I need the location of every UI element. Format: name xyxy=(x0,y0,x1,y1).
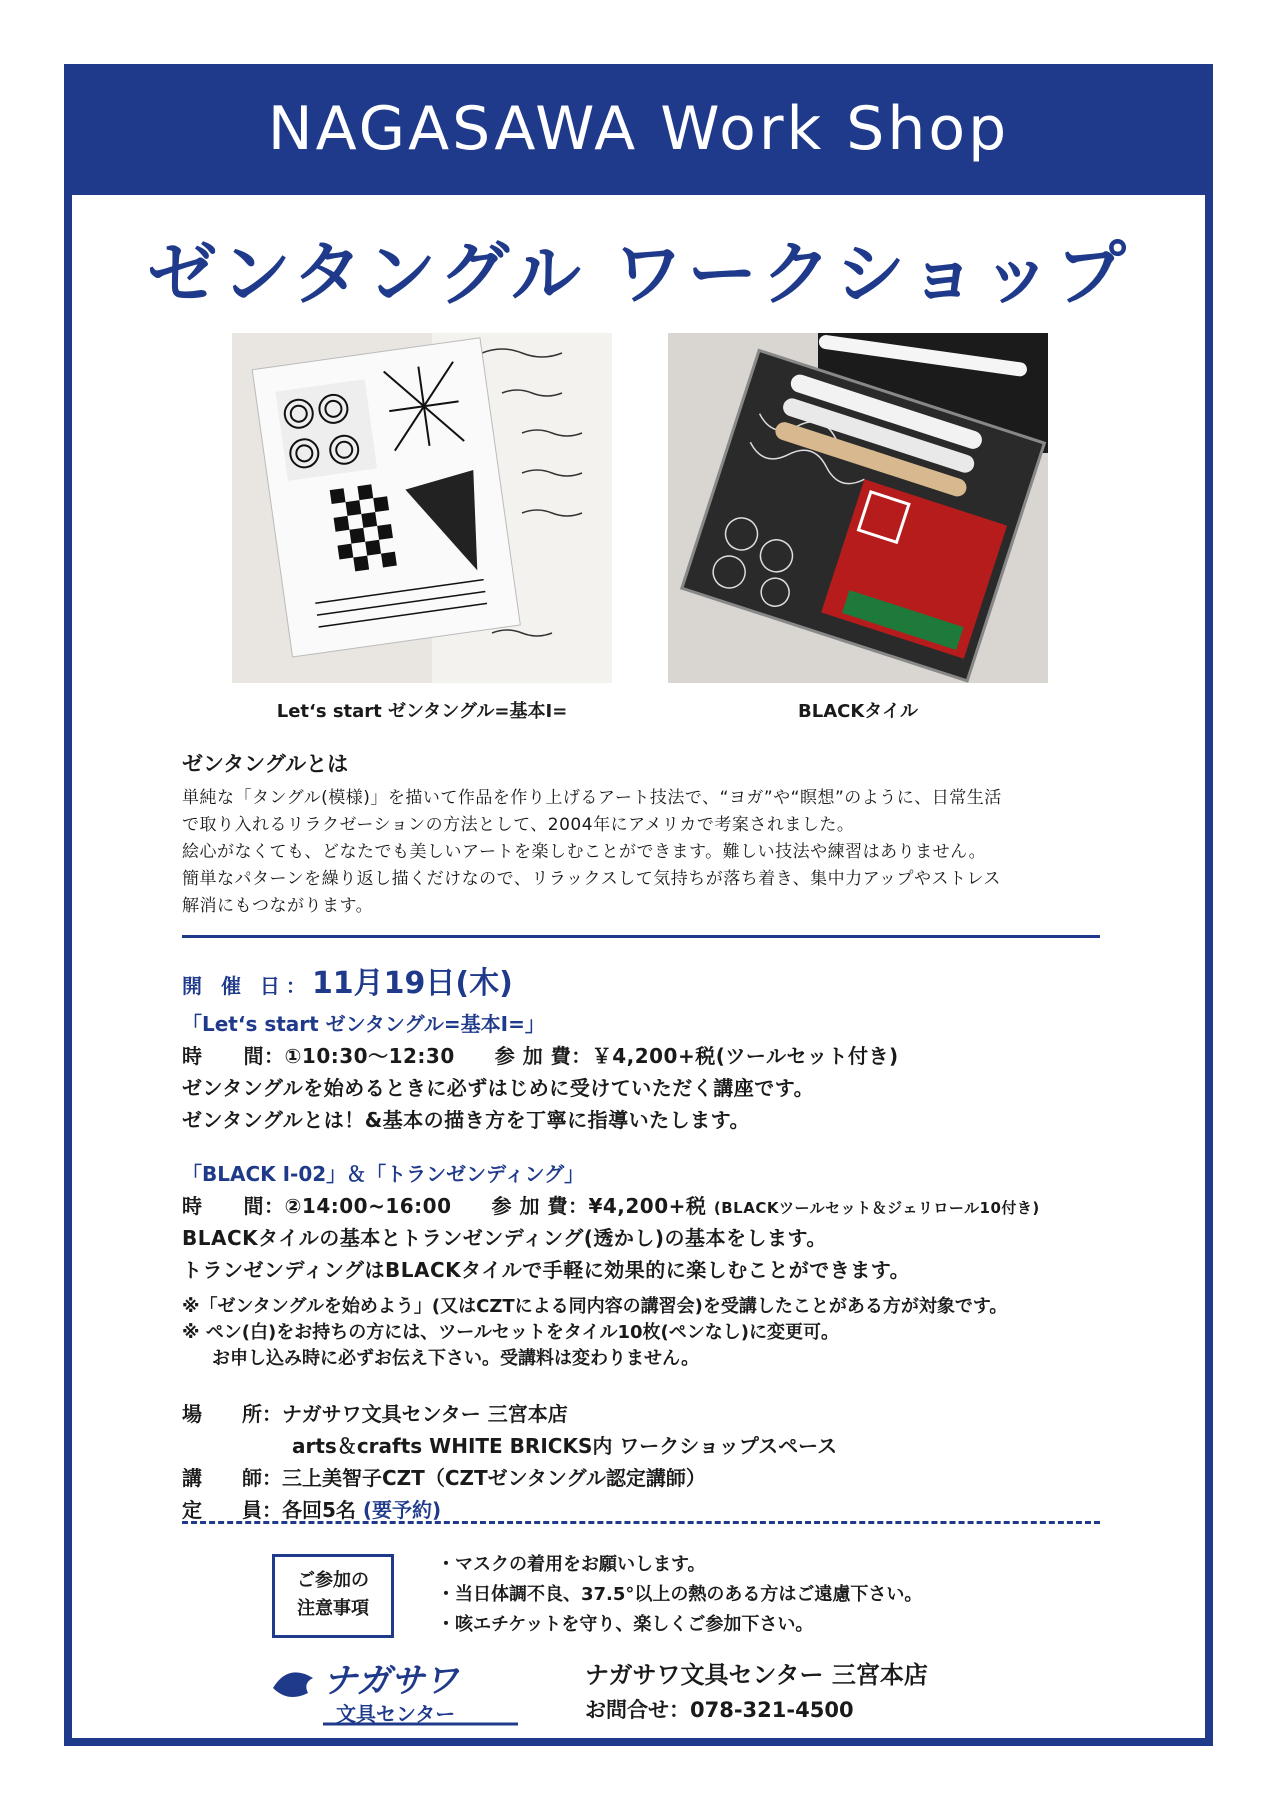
about-text xyxy=(182,785,1122,920)
course2-time-fee xyxy=(182,1190,1040,1219)
about-line: 解消にもつながります。 xyxy=(182,896,374,916)
header-banner xyxy=(64,64,1213,195)
course2-fee-value: ¥4,200+税 xyxy=(588,1194,707,1218)
course2-note: ※ ペン(白)をお持ちの方には、ツールセットをタイル10枚(ペンなし)に変更可。 xyxy=(182,1322,839,1343)
date-label: 開 催 日： xyxy=(182,974,312,998)
precautions-label: 注意事項 xyxy=(297,1598,369,1619)
teacher-label: 講 師： xyxy=(182,1466,282,1490)
course2-fee-label: 参 加 費： xyxy=(491,1194,589,1218)
about-heading: ゼンタングルとは xyxy=(182,752,349,776)
about-line: で取り入れるリラクゼーションの方法として、2004年にアメリカで考案されました。 xyxy=(182,815,855,835)
photo-caption-basic: Let‘s start ゼンタングル=基本Ⅰ= xyxy=(276,701,568,722)
precaution-item: ・マスクの着用をお願いします。 xyxy=(437,1554,706,1575)
precautions-list xyxy=(437,1550,922,1640)
event-date xyxy=(182,958,513,1002)
store-name: ナガサワ文具センター 三宮本店 xyxy=(585,1661,928,1689)
nagasawa-logo xyxy=(268,1658,538,1728)
course1-time-value: ①10:30〜12:30 xyxy=(284,1044,455,1068)
course1-desc: ゼンタングルとは！&基本の描き方を丁寧に指導いたします。 xyxy=(182,1108,751,1132)
svg-text:ナガサワ: ナガサワ xyxy=(323,1661,459,1701)
store-phone: お問合せ：078-321-4500 xyxy=(585,1698,854,1722)
banner-title: NAGASAWA Work Shop xyxy=(267,94,1010,164)
course2-desc: トランゼンディングはBLACKタイルで手軽に効果的に楽しむことができます。 xyxy=(182,1258,911,1282)
course1-fee-value: ￥4,200+税(ツールセット付き) xyxy=(591,1044,899,1068)
info-teacher xyxy=(182,1462,706,1491)
course1-fee-label: 参 加 費： xyxy=(494,1044,592,1068)
course2-fee-note: (BLACKツールセット＆ジェリロール10付き) xyxy=(713,1199,1040,1217)
teacher-value: 三上美智子CZT（CZTゼンタングル認定講師） xyxy=(282,1466,706,1490)
precaution-item: ・咳エチケットを守り、楽しくご参加下さい。 xyxy=(437,1614,814,1635)
course2-time-value: ②14:00~16:00 xyxy=(284,1194,452,1218)
course2-note: お申し込み時に必ずお伝え下さい。受講料は変わりません。 xyxy=(212,1348,700,1369)
course1-time-label: 時 間： xyxy=(182,1044,285,1068)
capacity-value: 各回5名 xyxy=(282,1498,356,1522)
photo-caption-black: BLACKタイル xyxy=(798,701,918,722)
course2-title: 「BLACK Ⅰ-02」＆「トランゼンディング」 xyxy=(182,1162,585,1186)
info-place-detail: arts＆crafts WHITE BRICKS内 ワークショップスペース xyxy=(292,1434,838,1458)
info-place xyxy=(182,1398,568,1427)
course1-time-fee xyxy=(182,1040,899,1069)
course2-desc: BLACKタイルの基本とトランゼンディング(透かし)の基本をします。 xyxy=(182,1226,827,1250)
course2-note: ※「ゼンタングルを始めよう」(又はCZTによる同内容の講習会)を受講したことがある方が対象です。 xyxy=(182,1296,1008,1317)
precaution-item: ・当日体調不良、37.5°以上の熱のある方はご遠慮下さい。 xyxy=(437,1584,923,1605)
course1-title: 「Let‘s start ゼンタングル=基本Ⅰ=」 xyxy=(182,1012,545,1036)
photo-black-tile xyxy=(668,333,1048,683)
about-line: 絵心がなくても、どなたでも美しいアートを楽しむことができます。難しい技法や練習はありません。 xyxy=(182,842,987,862)
course1-desc: ゼンタングルを始めるときに必ずはじめに受けていただく講座です。 xyxy=(182,1076,815,1100)
capacity-label: 定 員： xyxy=(182,1498,282,1522)
date-value: 11月19日(木) xyxy=(311,966,513,1001)
info-capacity xyxy=(182,1494,441,1523)
svg-text:文具センター: 文具センター xyxy=(336,1702,456,1726)
course2-time-label: 時 間： xyxy=(182,1194,285,1218)
precautions-label: ご参加の xyxy=(297,1570,369,1591)
capacity-note: (要予約) xyxy=(362,1498,442,1522)
about-line: 簡単なパターンを繰り返し描くだけなので、リラックスして気持ちが落ち着き、集中力アップやストレス xyxy=(182,869,1001,889)
photo-zentangle-basic xyxy=(232,333,612,683)
place-label: 場 所： xyxy=(182,1402,282,1426)
section-divider xyxy=(182,935,1100,938)
page-title: ゼンタングル ワークショップ xyxy=(147,233,1130,315)
precautions-label-box xyxy=(272,1554,394,1638)
about-line: 単純な「タングル(模様)」を描いて作品を作り上げるアート技法で、“ヨガ”や“瞑想”のように、日常生活 xyxy=(182,788,1002,808)
place-value: ナガサワ文具センター 三宮本店 xyxy=(282,1402,568,1426)
dashed-divider xyxy=(182,1521,1100,1524)
